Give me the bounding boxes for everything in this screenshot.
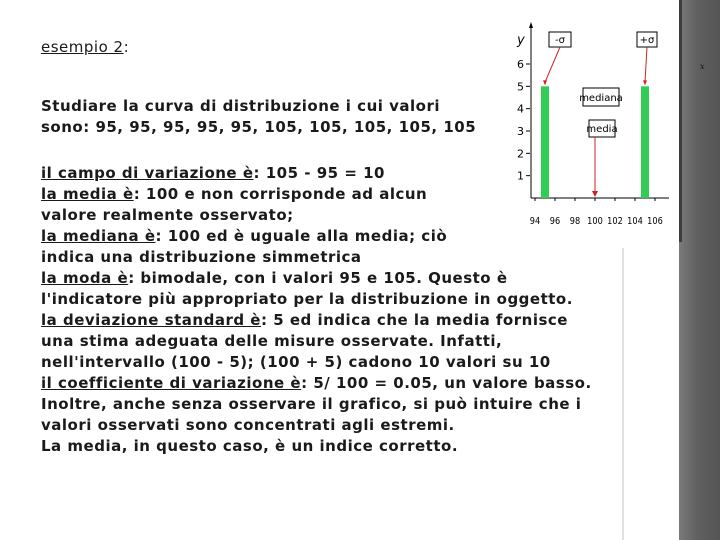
end-line-2: valori osservati sono concentrati agli estremi.: [41, 416, 455, 434]
media-text: : 100 e non corrisponde ad alcun: [133, 185, 428, 203]
side-rail-accent: [679, 0, 682, 242]
media-label: la media è: [41, 185, 134, 203]
y-tick-label: 1: [517, 169, 524, 183]
y-tick-label: 3: [517, 125, 524, 138]
intro-line-1: Studiare la curva di distribuzione i cui valori: [41, 97, 440, 115]
x-tick-label: 100: [587, 216, 603, 228]
cv-line: [41, 373, 641, 394]
plus-sigma-label: +σ: [639, 35, 655, 46]
end-line-3: La media, in questo caso, è un indice corretto.: [41, 437, 459, 455]
moda-cont: l'indicatore più appropriato per la distribuzione in oggetto.: [41, 290, 573, 308]
x-tick-label: 94: [529, 216, 541, 228]
mediana-text: : 100 ed è uguale alla media; ciò: [155, 227, 448, 245]
bar: [641, 86, 649, 198]
minus-sigma-label: -σ: [555, 35, 565, 46]
x-tick-label: 96: [549, 216, 561, 228]
y-tick-label: 4: [517, 102, 524, 116]
bar: [541, 86, 549, 198]
plus-sigma-arrowhead-icon: [643, 80, 647, 85]
moda-text: : bimodale, con i valori 95 e 105. Questo è: [128, 269, 508, 287]
dev-label: la deviazione standard è: [41, 311, 261, 329]
media-label: media: [586, 124, 618, 135]
corner-mark: x: [700, 62, 705, 71]
end-line-1: Inoltre, anche senza osservare il grafico, si può intuire che i: [41, 395, 582, 413]
center-arrowhead-icon: [592, 191, 598, 197]
cv-text: : 5/ 100 = 0.05, un valore basso.: [301, 374, 592, 392]
minus-sigma-arrowhead-icon: [543, 80, 547, 85]
x-tick-label: 102: [607, 216, 623, 228]
campo-text: : 105 - 95 = 10: [253, 164, 385, 182]
dev-cont-1: una stima adeguata delle misure osservate. Infatti,: [41, 332, 503, 350]
chart-svg: [503, 14, 679, 242]
y-tick-label: 6: [517, 58, 524, 71]
y-axis-arrow-icon: [529, 22, 533, 28]
media-cont: valore realmente osservato;: [41, 206, 294, 224]
plus-sigma-arrow: [645, 47, 647, 82]
campo-label: il campo di variazione è: [41, 164, 254, 182]
minus-sigma-arrow: [545, 47, 560, 82]
y-axis-label: y: [517, 33, 525, 48]
dev-cont-2: nell'intervallo (100 - 5); (100 + 5) cadono 10 valori su 10: [41, 353, 551, 371]
y-tick-label: 5: [517, 80, 524, 94]
intro-line-2: sono: 95, 95, 95, 95, 95, 105, 105, 105, 105, 105: [41, 118, 477, 136]
x-tick-label: 106: [647, 216, 663, 228]
side-rail: [679, 0, 720, 540]
x-tick-label: 104: [627, 216, 643, 228]
moda-label: la moda è: [41, 269, 129, 287]
mediana-cont: indica una distribuzione simmetrica: [41, 248, 362, 266]
distribution-chart: [503, 14, 679, 242]
cv-label: il coefficiente di variazione è: [41, 374, 302, 392]
moda-line: [41, 268, 641, 289]
dev-text: : 5 ed indica che la media fornisce: [260, 311, 568, 329]
dev-line: [41, 310, 641, 331]
x-tick-label: 98: [569, 216, 581, 228]
title-label: esempio 2: [41, 38, 124, 56]
mediana-label: mediana: [579, 93, 623, 104]
mediana-label: la mediana è: [41, 227, 156, 245]
title-colon: :: [123, 38, 130, 56]
y-tick-label: 2: [517, 147, 524, 161]
